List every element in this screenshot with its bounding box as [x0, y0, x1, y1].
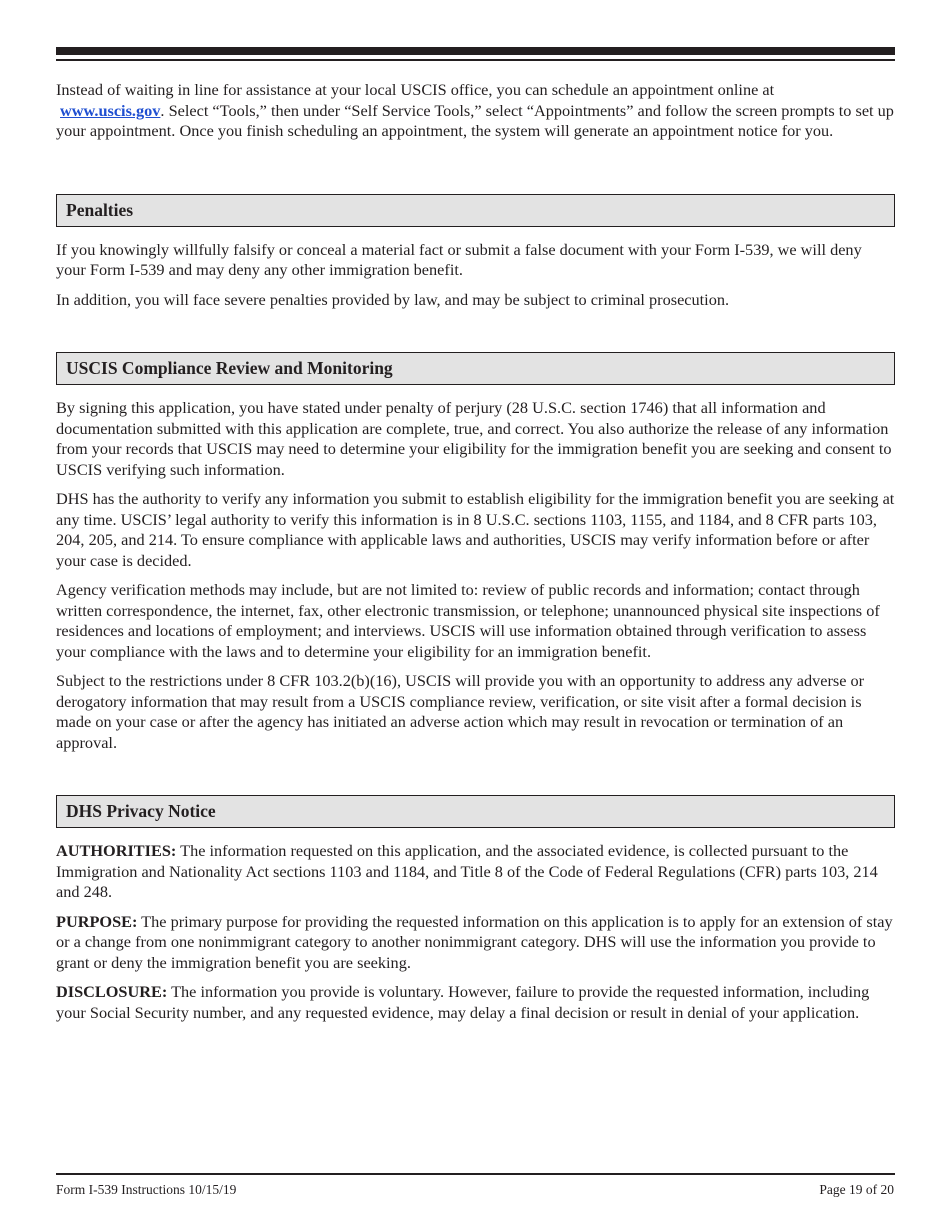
privacy-header: DHS Privacy Notice — [56, 795, 895, 828]
purpose-label: PURPOSE: — [56, 911, 138, 931]
intro-paragraph — [56, 80, 895, 142]
disclosure-text: The information you provide is voluntary. However, failure to provide the requested information, including your Social Security number, and any requested evidence, may delay a final decision or result in denial of your application. — [56, 982, 870, 1022]
compliance-paragraph-4: Subject to the restrictions under 8 CFR 103.2(b)(16), USCIS will provide you with an opportunity to address any adverse or derogatory information that may result from a USCIS compliance review, verification, or site visit after a formal decision is made on your case or after the agency has initiated an adverse action which may result in revocation or termination of an approval. — [56, 671, 865, 752]
compliance-paragraph-3: Agency verification methods may include, but are not limited to: review of public records and information; contact through written correspondence, the internet, fax, other electronic transmission, or telephone; unannounced physical site inspections of residences and locations of employment; and interviews. USCIS will use information obtained through verification to assess your compliance with the laws and to determine your eligibility for an immigration benefit. — [56, 580, 880, 661]
compliance-paragraph-2: DHS has the authority to verify any information you submit to establish eligibility for the immigration benefit you are seeking at any time. USCIS’ legal authority to verify this information is in 8 U.S.C. sections 1103, 1155, and 1184, and 8 CFR parts 103, 204, 205, and 214. To ensure compliance with applicable laws and authorities, USCIS may verify information before or after your case is decided. — [56, 489, 895, 570]
purpose-paragraph — [56, 912, 895, 974]
purpose-text: The primary purpose for providing the requested information on this application is to apply for an extension of stay or a change from one nonimmigrant category to another nonimmigrant category. DHS will use the information you provide to grant or deny the immigration benefit you are seeking. — [56, 911, 893, 972]
disclosure-paragraph — [56, 982, 895, 1023]
disclosure-label: DISCLOSURE: — [56, 982, 168, 1001]
penalties-paragraph-1: If you knowingly willfully falsify or conceal a material fact or submit a false document with your Form I-539, we will deny your Form I-539 and may deny any other immigration benefit. — [56, 239, 862, 279]
penalties-paragraph-2: In addition, you will face severe penalties provided by law, and may be subject to criminal prosecution. — [56, 289, 730, 309]
compliance-header: USCIS Compliance Review and Monitoring — [56, 352, 895, 385]
compliance-paragraph-1: By signing this application, you have stated under penalty of perjury (28 U.S.C. section 1746) that all information and documentation submitted with this application are complete, true, and correct. You also authorize the release of any information from your records that USCIS may need to determine your eligibility for the immigration benefit you are seeking and consent to USCIS verifying such information. — [56, 398, 892, 479]
footer-form-id: Form I-539 Instructions 10/15/19 — [56, 1182, 237, 1197]
intro-text-end: . Select “Tools,” then under “Self Service Tools,” select “Appointments” and follow the screen prompts to set up your appointment. Once you finish scheduling an appointment, the system will generate an appointment notice for you. — [56, 100, 894, 140]
authorities-paragraph — [56, 841, 895, 903]
footer-rule — [56, 1173, 895, 1175]
authorities-label: AUTHORITIES: — [56, 841, 177, 860]
penalties-header: Penalties — [56, 194, 895, 227]
top-rule-thin — [56, 59, 895, 61]
uscis-website-link[interactable]: www.uscis.gov — [60, 100, 161, 120]
intro-text-start: Instead of waiting in line for assistance at your local USCIS office, you can schedule an appointment online at — [56, 80, 775, 99]
footer-page-number: Page 19 of 20 — [819, 1182, 894, 1197]
top-rule-thick — [56, 47, 895, 55]
authorities-text: The information requested on this application, and the associated evidence, is collected pursuant to the Immigration and Nationality Act sections 1103 and 1184, and Title 8 of the Code of Federal Regulations (CFR) parts 103, 214 and 248. — [56, 841, 878, 901]
page-content — [56, 80, 895, 1032]
